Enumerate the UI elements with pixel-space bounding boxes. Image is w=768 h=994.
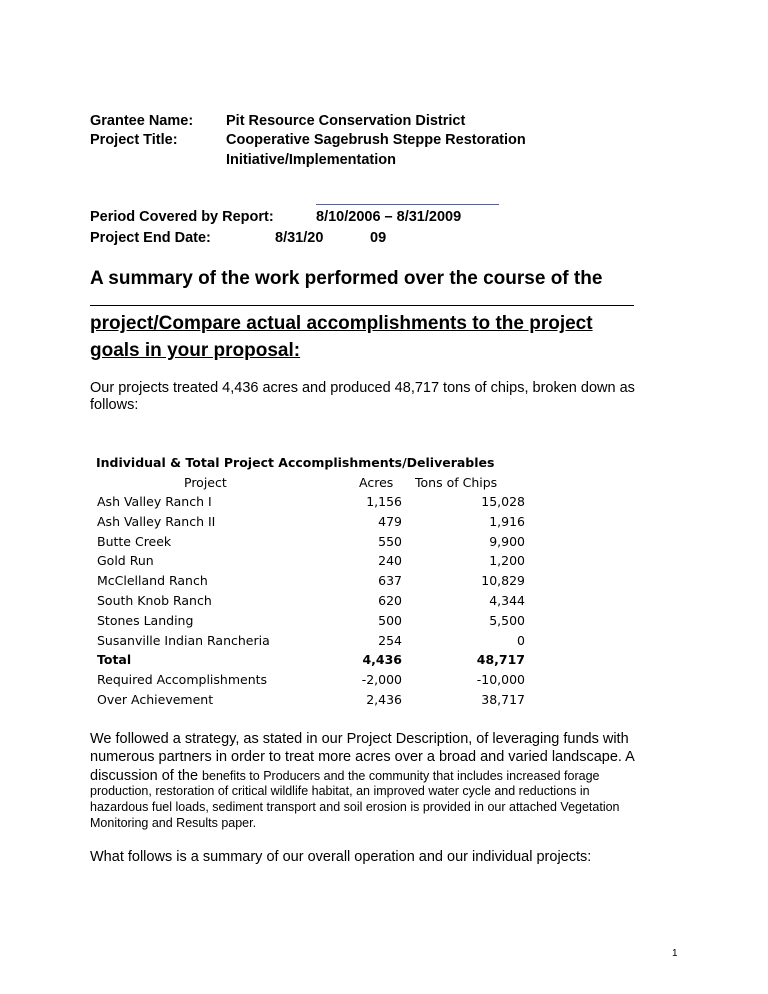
cell-tons: -10,000 xyxy=(476,672,525,688)
cell-project: Gold Run xyxy=(97,553,154,569)
strategy-line6: Monitoring and Results paper. xyxy=(90,816,257,830)
intro-line1: Our projects treated 4,436 acres and produced 48,717 tons of chips, broken down as xyxy=(90,380,635,396)
strategy-line3 xyxy=(90,767,600,785)
heading-rule xyxy=(90,305,634,306)
strategy-line4: production, restoration of critical wildlife habitat, an improved water cycle and reductions in xyxy=(90,784,590,798)
end-date-value-b: 09 xyxy=(370,230,387,246)
page-number: 1 xyxy=(672,948,678,959)
project-title-line1: Cooperative Sagebrush Steppe Restoration xyxy=(226,132,526,148)
cell-acres: 4,436 xyxy=(362,652,402,668)
cell-acres: 254 xyxy=(378,632,402,648)
cell-tons: 48,717 xyxy=(476,652,525,668)
cell-acres: 500 xyxy=(378,612,402,628)
period-value: 8/10/2006 – 8/31/2009 xyxy=(316,209,462,225)
cell-tons: 10,829 xyxy=(481,573,525,589)
cell-tons: 15,028 xyxy=(481,494,525,509)
column-header-project: Project xyxy=(184,475,227,490)
table-title: Individual & Total Project Accomplishments/Deliverables xyxy=(96,455,495,470)
summary-heading-line1: A summary of the work performed over the course of the xyxy=(90,268,603,289)
cell-project: Susanville Indian Rancheria xyxy=(97,632,270,648)
cell-tons: 1,200 xyxy=(489,553,525,569)
grantee-value: Pit Resource Conservation District xyxy=(226,113,466,129)
column-header-acres: Acres xyxy=(359,475,394,490)
cell-acres: 2,436 xyxy=(366,692,402,707)
cell-acres: -2,000 xyxy=(361,672,402,688)
end-date-label: Project End Date: xyxy=(90,230,211,246)
cell-tons: 38,717 xyxy=(481,692,525,707)
cell-acres: 637 xyxy=(378,573,402,589)
period-label: Period Covered by Report: xyxy=(90,209,274,225)
end-date-value-a: 8/31/20 xyxy=(275,230,324,246)
project-title-label: Project Title: xyxy=(90,132,178,148)
cell-project: Required Accomplishments xyxy=(97,672,268,688)
summary-heading-line3: goals in your proposal: xyxy=(90,340,301,361)
strategy-line2: numerous partners in order to treat more acres over a broad and varied landscape. A xyxy=(90,749,635,765)
cell-project: Total xyxy=(97,652,132,668)
cell-project: Butte Creek xyxy=(97,533,172,549)
cell-acres: 550 xyxy=(378,533,402,549)
intro-line2: follows: xyxy=(90,397,139,413)
cell-tons: 0 xyxy=(517,632,525,648)
summary-heading-line2: project/Compare actual accomplishments to the project xyxy=(90,313,593,334)
cell-project: Ash Valley Ranch II xyxy=(97,513,216,529)
column-header-tons: Tons of Chips xyxy=(415,475,498,490)
cell-project: South Knob Ranch xyxy=(97,593,212,608)
cell-acres: 1,156 xyxy=(366,494,402,509)
follows-text: What follows is a summary of our overall operation and our individual projects: xyxy=(90,849,592,865)
cell-acres: 479 xyxy=(378,513,402,529)
strategy-line3-b: benefits to Producers and the community that includes increased forage xyxy=(202,769,600,783)
strategy-line3-a: discussion of the xyxy=(90,768,203,784)
grantee-label: Grantee Name: xyxy=(90,113,194,129)
cell-acres: 240 xyxy=(378,553,402,569)
cell-tons: 4,344 xyxy=(489,593,525,608)
cell-acres: 620 xyxy=(378,593,402,608)
period-underline xyxy=(316,204,499,205)
cell-project: Ash Valley Ranch I xyxy=(97,494,212,509)
strategy-line1: We followed a strategy, as stated in our Project Description, of leveraging funds with xyxy=(90,731,629,747)
project-title-line2: Initiative/Implementation xyxy=(226,152,396,168)
cell-tons: 1,916 xyxy=(489,513,525,529)
cell-tons: 9,900 xyxy=(489,533,525,549)
strategy-line5: hazardous fuel loads, sediment transport and soil erosion is provided in our attached Vegetation xyxy=(90,800,620,814)
cell-project: Stones Landing xyxy=(97,612,194,628)
cell-project: Over Achievement xyxy=(97,692,214,707)
cell-tons: 5,500 xyxy=(489,612,525,628)
cell-project: McClelland Ranch xyxy=(97,573,208,589)
